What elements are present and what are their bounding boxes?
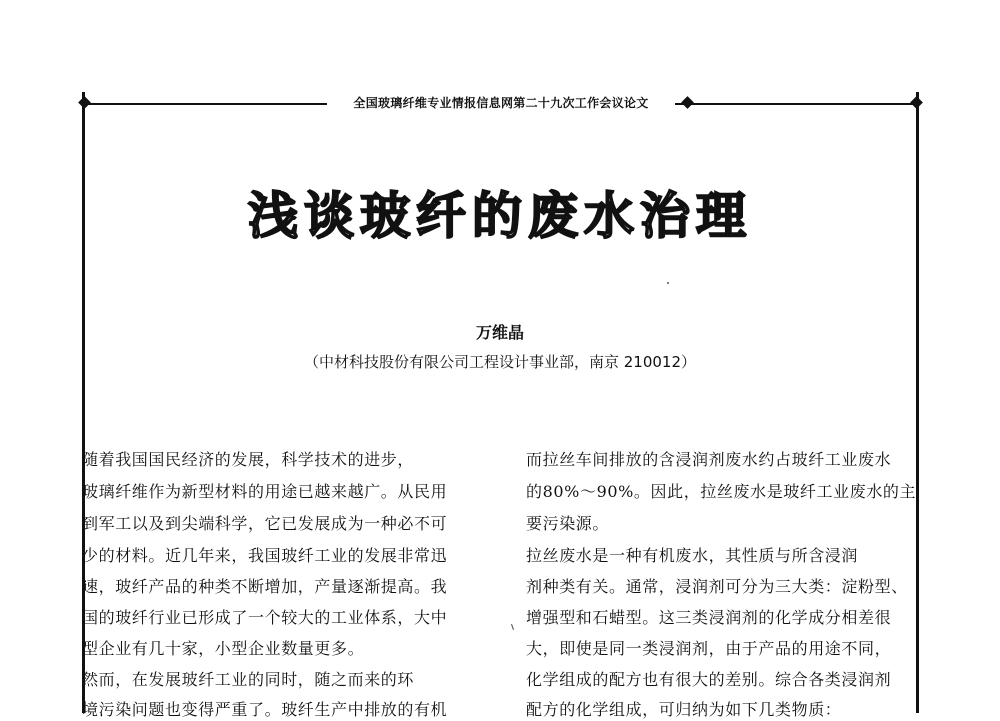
body-line-left: 国的玻纤行业已形成了一个较大的工业体系，大中 [82, 608, 448, 627]
diamond-ornament-icon [681, 96, 694, 109]
scan-speck [667, 282, 669, 284]
body-line-right: 大，即使是同一类浸润剂，由于产品的用途不同， [526, 639, 892, 658]
body-line-right: 配方的化学组成，可归纳为如下几类物质： [526, 700, 842, 719]
body-line-right: 增强型和石蜡型。这三类浸润剂的化学成分相差很 [526, 608, 892, 627]
scan-mark [511, 624, 514, 630]
body-line-left: 然而，在发展玻纤工业的同时，随之而来的环 [82, 670, 415, 689]
author-affiliation: （中材科技股份有限公司工程设计事业部，南京 210012） [303, 353, 697, 371]
diamond-ornament-icon [910, 96, 923, 109]
diamond-ornament-icon [78, 96, 91, 109]
running-header: 全国玻璃纤维专业情报信息网第二十九次工作会议论文 [327, 94, 675, 112]
body-line-left: 型企业有几十家，小型企业数量更多。 [82, 639, 365, 658]
author-name: 万维晶 [475, 323, 524, 342]
body-line-right: 拉丝废水是一种有机废水，其性质与所含浸润 [526, 546, 859, 565]
body-line-left: 速，玻纤产品的种类不断增加，产量逐渐提高。我 [82, 577, 448, 596]
body-line-right: 化学组成的配方也有很大的差别。综合各类浸润剂 [526, 670, 892, 689]
body-line-right: 的80%～90%。因此，拉丝废水是玻纤工业废水的主 [526, 482, 917, 501]
body-line-left: 玻璃纤维作为新型材料的用途已越来越广。从民用 [82, 482, 448, 501]
body-line-right: 而拉丝车间排放的含浸润剂废水约占玻纤工业废水 [526, 450, 892, 469]
body-line-left: 少的材料。近几年来，我国玻纤工业的发展非常迅 [82, 546, 448, 565]
body-line-right: 剂种类有关。通常，浸润剂可分为三大类：淀粉型、 [526, 577, 908, 596]
frame-right-border [916, 92, 919, 713]
article-title: 浅谈玻纤的废水治理 [248, 187, 752, 245]
body-line-left: 到军工以及到尖端科学，它已发展成为一种必不可 [82, 514, 448, 533]
body-line-left: 境污染问题也变得严重了。玻纤生产中排放的有机 [82, 700, 448, 719]
body-line-right: 要污染源。 [526, 514, 610, 533]
body-line-left: 随着我国国民经济的发展，科学技术的进步， [82, 450, 415, 469]
